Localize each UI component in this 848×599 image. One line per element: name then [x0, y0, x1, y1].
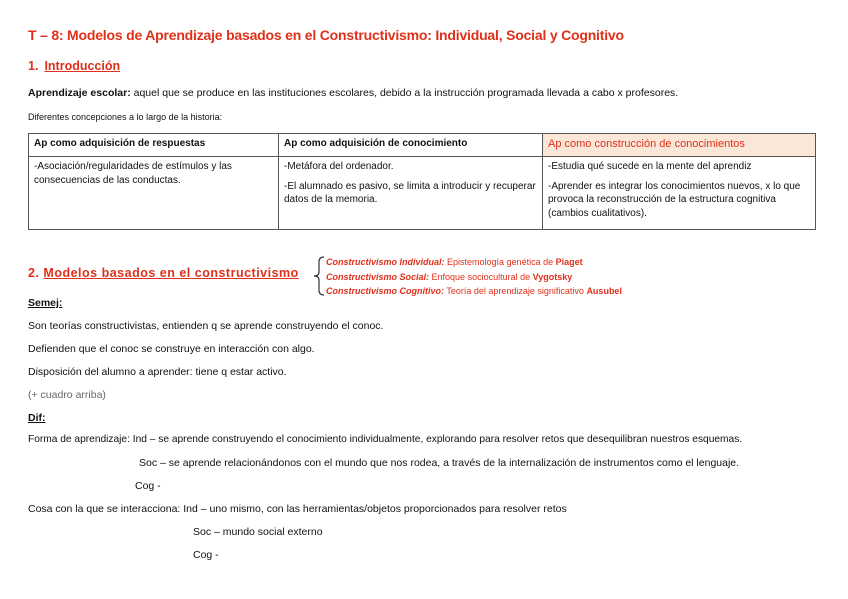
table-row — [29, 157, 816, 230]
model-desc: Enfoque sociocultural de — [429, 271, 533, 282]
semej-line-1: Son teorías constructivistas, entienden q se aprende construyendo el conoc. — [28, 320, 384, 332]
cell-conocimiento — [279, 157, 543, 230]
semej-note: (+ cuadro arriba) — [28, 389, 106, 401]
cell-text: -Aprender es integrar los conocimientos nuevos, x lo que provoca la reconstrucción de la estructura cognitiva (cambios cualitativos). — [548, 180, 801, 219]
header-construccion: Ap como construcción de conocimientos — [543, 134, 816, 157]
conceptions-intro: Diferentes concepciones a lo largo de la historia: — [28, 112, 223, 122]
table-header-row — [29, 134, 816, 157]
page-title: T – 8: Modelos de Aprendizaje basados en el Constructivismo: Individual, Social y Cognitivo — [28, 27, 624, 43]
model-individual — [326, 255, 622, 270]
section-1-number: 1. — [28, 59, 39, 73]
semej-heading: Semej: — [28, 297, 63, 309]
dif-cosa-soc: Soc – mundo social externo — [193, 526, 323, 538]
model-social — [326, 270, 622, 285]
cell-text: -El alumnado es pasivo, se limita a introducir y recuperar datos de la memoria. — [284, 180, 536, 205]
semej-line-2: Defienden que el conoc se construye en interacción con algo. — [28, 343, 315, 355]
dif-heading: Dif: — [28, 412, 46, 424]
cell-text: -Asociación/regularidades de estímulos y las consecuencias de las conductas. — [34, 161, 232, 186]
model-label: Constructivismo Social: — [326, 271, 430, 282]
dif-cosa-cog: Cog - — [193, 549, 219, 561]
dif-forma-cog: Cog - — [135, 480, 161, 492]
models-list — [326, 255, 622, 299]
semej-line-3: Disposición del alumno a aprender: tiene q estar activo. — [28, 366, 287, 378]
model-label: Constructivismo Individual: — [326, 257, 445, 267]
model-author: Vygotsky — [532, 271, 573, 282]
conceptions-table — [28, 133, 816, 230]
cell-respuestas — [29, 157, 279, 230]
section-2-number: 2. — [28, 266, 40, 280]
definition-text: aquel que se produce en las instituciones escolares, debido a la instrucción programada llevada a cabo x profesores. — [130, 87, 679, 99]
model-label: Constructivismo Cognitivo: — [326, 286, 445, 296]
header-respuestas: Ap como adquisición de respuestas — [29, 134, 279, 157]
dif-cosa-line: Cosa con la que se interacciona: Ind – uno mismo, con las herramientas/objetos proporcionados para resolver retos — [28, 503, 567, 515]
curly-brace-icon — [312, 256, 326, 296]
model-desc: Epistemología genética de — [444, 257, 556, 267]
model-author: Piaget — [555, 257, 583, 267]
model-desc: Teoría del aprendizaje significativo — [444, 286, 587, 296]
cell-construccion — [543, 157, 816, 230]
section-2-heading — [28, 266, 299, 280]
header-conocimiento: Ap como adquisición de conocimiento — [279, 134, 543, 157]
model-cognitivo — [326, 284, 622, 299]
dif-forma-line: Forma de aprendizaje: Ind – se aprende construyendo el conocimiento individualmente, explorando para resolver retos que desequilibran nuestros esquemas. — [28, 434, 743, 445]
cell-text: -Estudia qué sucede en la mente del aprendiz — [548, 161, 752, 172]
dif-forma-soc: Soc – se aprende relacionándonos con el mundo que nos rodea, a través de la internalización de instrumentos como el lenguaje. — [139, 457, 740, 469]
section-2-title: Modelos basados en el constructivismo — [43, 266, 299, 280]
model-author: Ausubel — [586, 286, 622, 296]
section-1-heading — [28, 59, 120, 73]
definition-term: Aprendizaje escolar: — [28, 87, 131, 99]
definition-line — [28, 87, 678, 99]
section-1-title: Introducción — [44, 59, 121, 73]
cell-text: -Metáfora del ordenador. — [284, 161, 394, 172]
